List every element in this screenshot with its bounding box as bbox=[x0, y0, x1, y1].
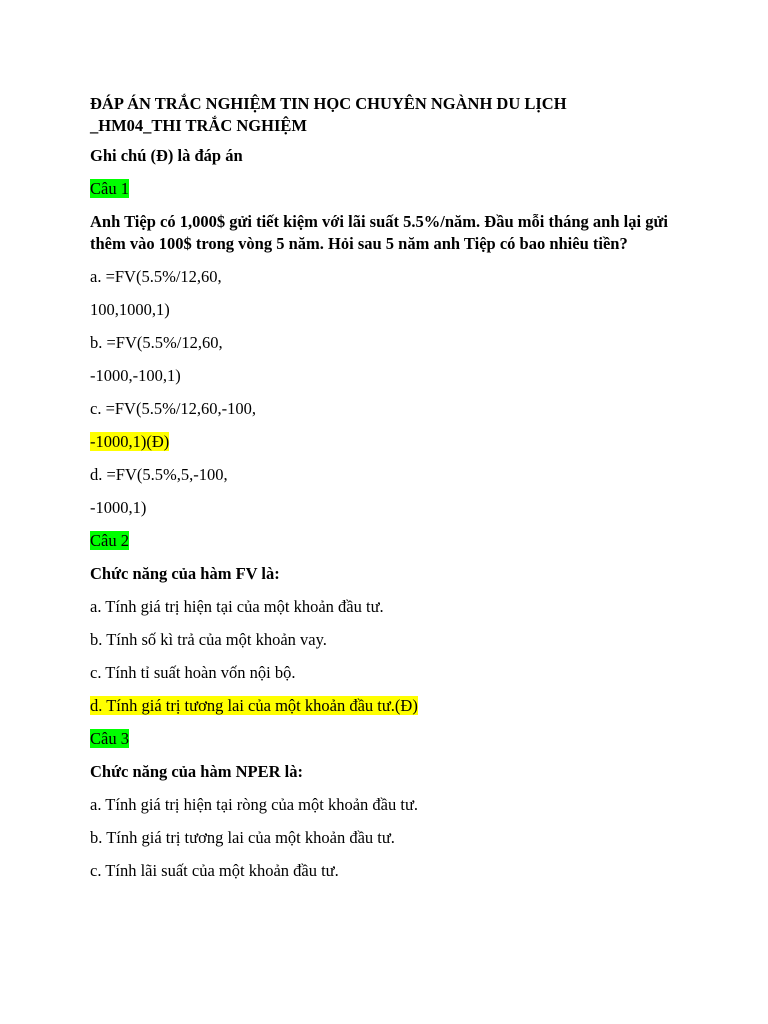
option-line: -1000,1) bbox=[90, 498, 147, 517]
correct-answer-line: d. Tính giá trị tương lai của một khoản đầu tư.(Đ) bbox=[90, 696, 418, 715]
option-line: c. Tính lãi suất của một khoản đầu tư. bbox=[90, 861, 339, 880]
option-line: -1000,-100,1) bbox=[90, 366, 181, 385]
title-line-2: _HM04_THI TRẮC NGHIỆM bbox=[90, 116, 307, 135]
option-line: 100,1000,1) bbox=[90, 300, 170, 319]
question-text: Chức năng của hàm NPER là: bbox=[90, 762, 303, 781]
answer-note: Ghi chú (Đ) là đáp án bbox=[90, 146, 243, 165]
option-line: a. Tính giá trị hiện tại của một khoản đầu tư. bbox=[90, 597, 384, 616]
option-line: a. =FV(5.5%/12,60, bbox=[90, 267, 222, 286]
option-line: b. Tính giá trị tương lai của một khoản đầu tư. bbox=[90, 828, 395, 847]
question-text: Anh Tiệp có 1,000$ gửi tiết kiệm với lãi suất 5.5%/năm. Đầu mỗi tháng anh lại gửi thêm vào 100$ trong vòng 5 năm. Hỏi sau 5 năm anh Tiệp có bao nhiêu tiền? bbox=[90, 212, 668, 253]
option-line: c. Tính tỉ suất hoàn vốn nội bộ. bbox=[90, 663, 296, 682]
option-line: c. =FV(5.5%/12,60,-100, bbox=[90, 399, 257, 418]
document-page bbox=[90, 93, 690, 893]
question-label: Câu 3 bbox=[90, 729, 129, 748]
option-line: b. =FV(5.5%/12,60, bbox=[90, 333, 223, 352]
title-line-1: ĐÁP ÁN TRẮC NGHIỆM TIN HỌC CHUYÊN NGÀNH DU LỊCH bbox=[90, 94, 567, 113]
question-text: Chức năng của hàm FV là: bbox=[90, 564, 280, 583]
option-line: b. Tính số kì trả của một khoản vay. bbox=[90, 630, 327, 649]
question-label: Câu 2 bbox=[90, 531, 129, 550]
option-line: d. =FV(5.5%,5,-100, bbox=[90, 465, 228, 484]
option-line: a. Tính giá trị hiện tại ròng của một khoản đầu tư. bbox=[90, 795, 419, 814]
correct-answer-line: -1000,1)(Đ) bbox=[90, 432, 170, 451]
document-title bbox=[90, 93, 690, 137]
question-label: Câu 1 bbox=[90, 179, 129, 198]
